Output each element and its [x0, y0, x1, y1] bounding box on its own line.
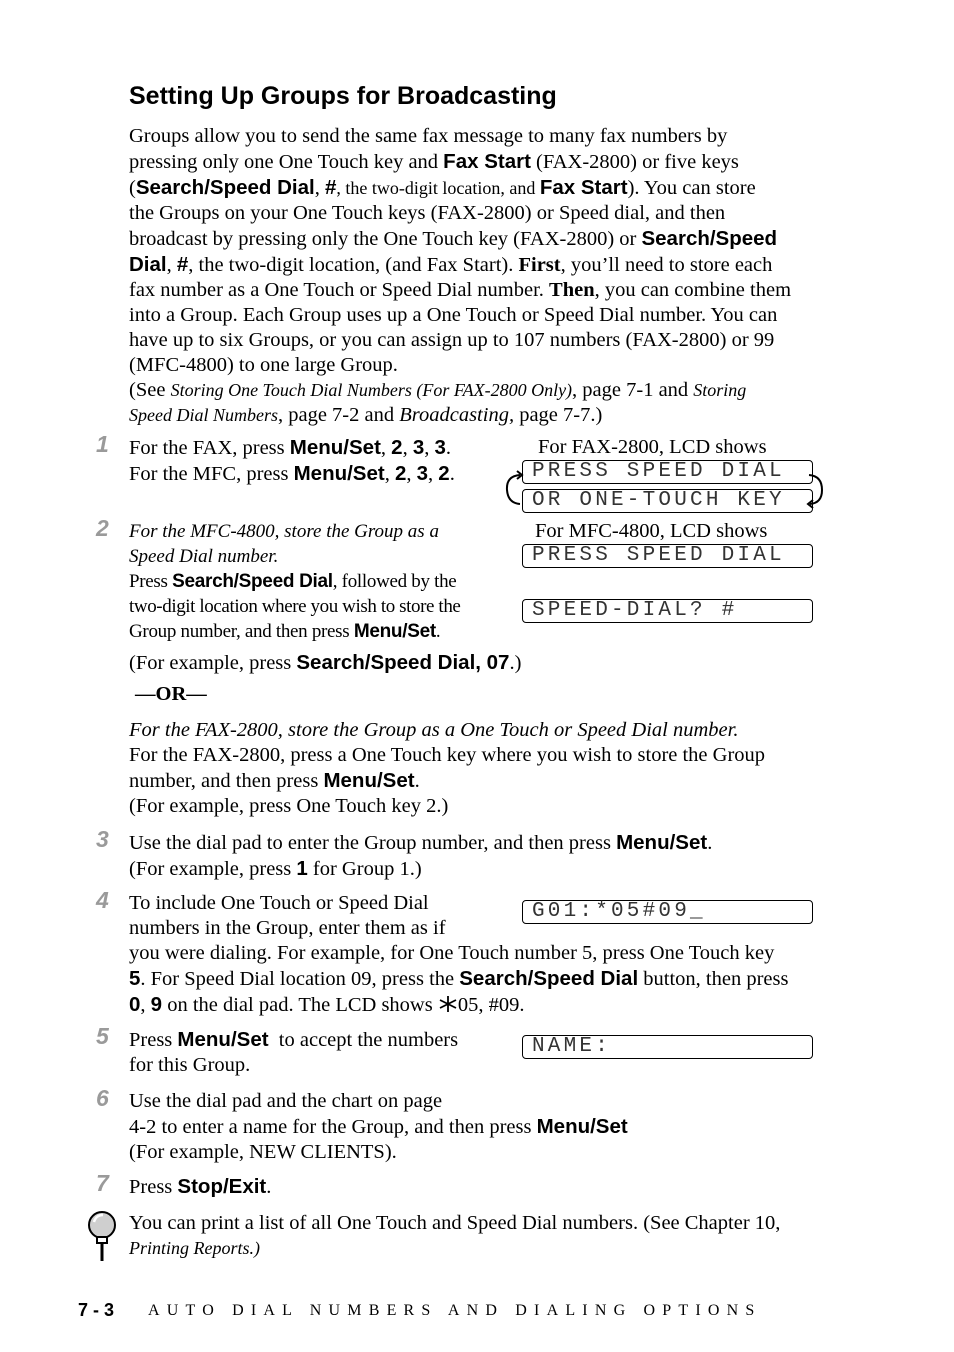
- intro-paragraph: [129, 124, 791, 428]
- step-number: 2: [96, 515, 109, 541]
- page-number: 7 - 3: [78, 1300, 115, 1320]
- lightbulb-note-icon: [86, 1210, 120, 1264]
- step-number: 4: [96, 887, 109, 913]
- intro-line: the Groups on your One Touch keys (FAX-2800) or Speed dial, and then: [129, 202, 726, 224]
- intro-line: fax number as a One Touch or Speed Dial number. Then, you can combine them: [129, 279, 792, 301]
- step-3-text: Use the dial pad to enter the Group number, and then press Menu/Set. (For example, press 1 for Group 1.): [129, 831, 713, 880]
- cycle-right-arrow-icon: [806, 470, 828, 510]
- intro-line: broadcast by pressing only the One Touch key (FAX-2800) or Search/Speed: [129, 227, 778, 250]
- intro-line: into a Group. Each Group uses up a One Touch or Speed Dial number. You can: [129, 304, 778, 326]
- step-number: 5: [96, 1023, 109, 1049]
- page-title: Setting Up Groups for Broadcasting: [129, 82, 557, 110]
- mfc-lcd-caption: For MFC-4800, LCD shows: [535, 520, 768, 542]
- step-1-text: For the FAX, press Menu/Set, 2, 3, 3. For the MFC, press Menu/Set, 2, 3, 2.: [129, 436, 455, 485]
- step-4-text: To include One Touch or Speed Dial numbers in the Group, enter them as if you were dialing. For example, for One Touch number 5, press One Touch key 5. For Speed Dial location 09, press the Search/Speed Dial button, then press 0, 9 on the dial pad. The LCD shows 05, #09.: [129, 892, 789, 1016]
- lcd-display: NAME:: [522, 1035, 813, 1059]
- cycle-left-arrow-icon: [502, 470, 524, 510]
- chapter-title: AUTO DIAL NUMBERS AND DIALING OPTIONS: [148, 1302, 762, 1319]
- intro-line: (MFC-4800) to one large Group.: [129, 354, 398, 376]
- lcd-display: G01:*05#09_: [522, 900, 813, 924]
- step-number: 3: [96, 826, 109, 852]
- fax-lcd-caption: For FAX-2800, LCD shows: [538, 436, 767, 458]
- lcd-display: OR ONE-TOUCH KEY: [522, 489, 813, 513]
- intro-line: (Search/Speed Dial, #, the two-digit location, and Fax Start). You can store: [129, 176, 756, 199]
- lcd-display: PRESS SPEED DIAL: [522, 544, 813, 568]
- lcd-display: PRESS SPEED DIAL: [522, 460, 813, 484]
- intro-line: Groups allow you to send the same fax message to many fax numbers by: [129, 125, 728, 147]
- step-7-text: Press Stop/Exit.: [129, 1175, 272, 1198]
- intro-line: (See Storing One Touch Dial Numbers (For FAX-2800 Only), page 7-1 and Storing: [129, 379, 747, 401]
- note-text: You can print a list of all One Touch and Speed Dial numbers. (See Chapter 10, Printing Reports.): [129, 1212, 781, 1258]
- step-2-text: For the MFC-4800, store the Group as a Speed Dial number. Press Search/Speed Dial, followed by the two-digit location where you wish to store the Group number, and then press Menu/Set.: [129, 521, 461, 642]
- step-number: 6: [96, 1085, 109, 1111]
- step-2-fax-text: For the FAX-2800, store the Group as a One Touch or Speed Dial number. For the FAX-2800, press a One Touch key where you wish to store the Group number, and then press Menu/Set. (For example, press One Touch key 2.): [129, 719, 766, 817]
- step-2-example: (For example, press Search/Speed Dial, 07.): [129, 651, 522, 674]
- step-5-text: Press Menu/Set to accept the numbers for this Group.: [129, 1028, 459, 1076]
- intro-line: Dial, #, the two-digit location, (and Fax Start). First, you’ll need to store each: [129, 253, 773, 276]
- intro-line: Speed Dial Numbers, page 7-2 and Broadcasting, page 7-7.): [129, 404, 603, 426]
- asterisk-icon: [438, 995, 458, 1013]
- or-divider: —OR—: [135, 683, 207, 705]
- intro-line: pressing only one One Touch key and Fax Start (FAX-2800) or five keys: [129, 150, 739, 173]
- step-number: 1: [96, 431, 109, 457]
- step-6-text: Use the dial pad and the chart on page 4-2 to enter a name for the Group, and then press Menu/Set (For example, NEW CLIENTS).: [129, 1090, 628, 1163]
- step-number: 7: [96, 1170, 109, 1196]
- intro-line: have up to six Groups, or you can assign up to 107 numbers (FAX-2800) or 99: [129, 329, 775, 351]
- lcd-display: SPEED-DIAL? #: [522, 599, 813, 623]
